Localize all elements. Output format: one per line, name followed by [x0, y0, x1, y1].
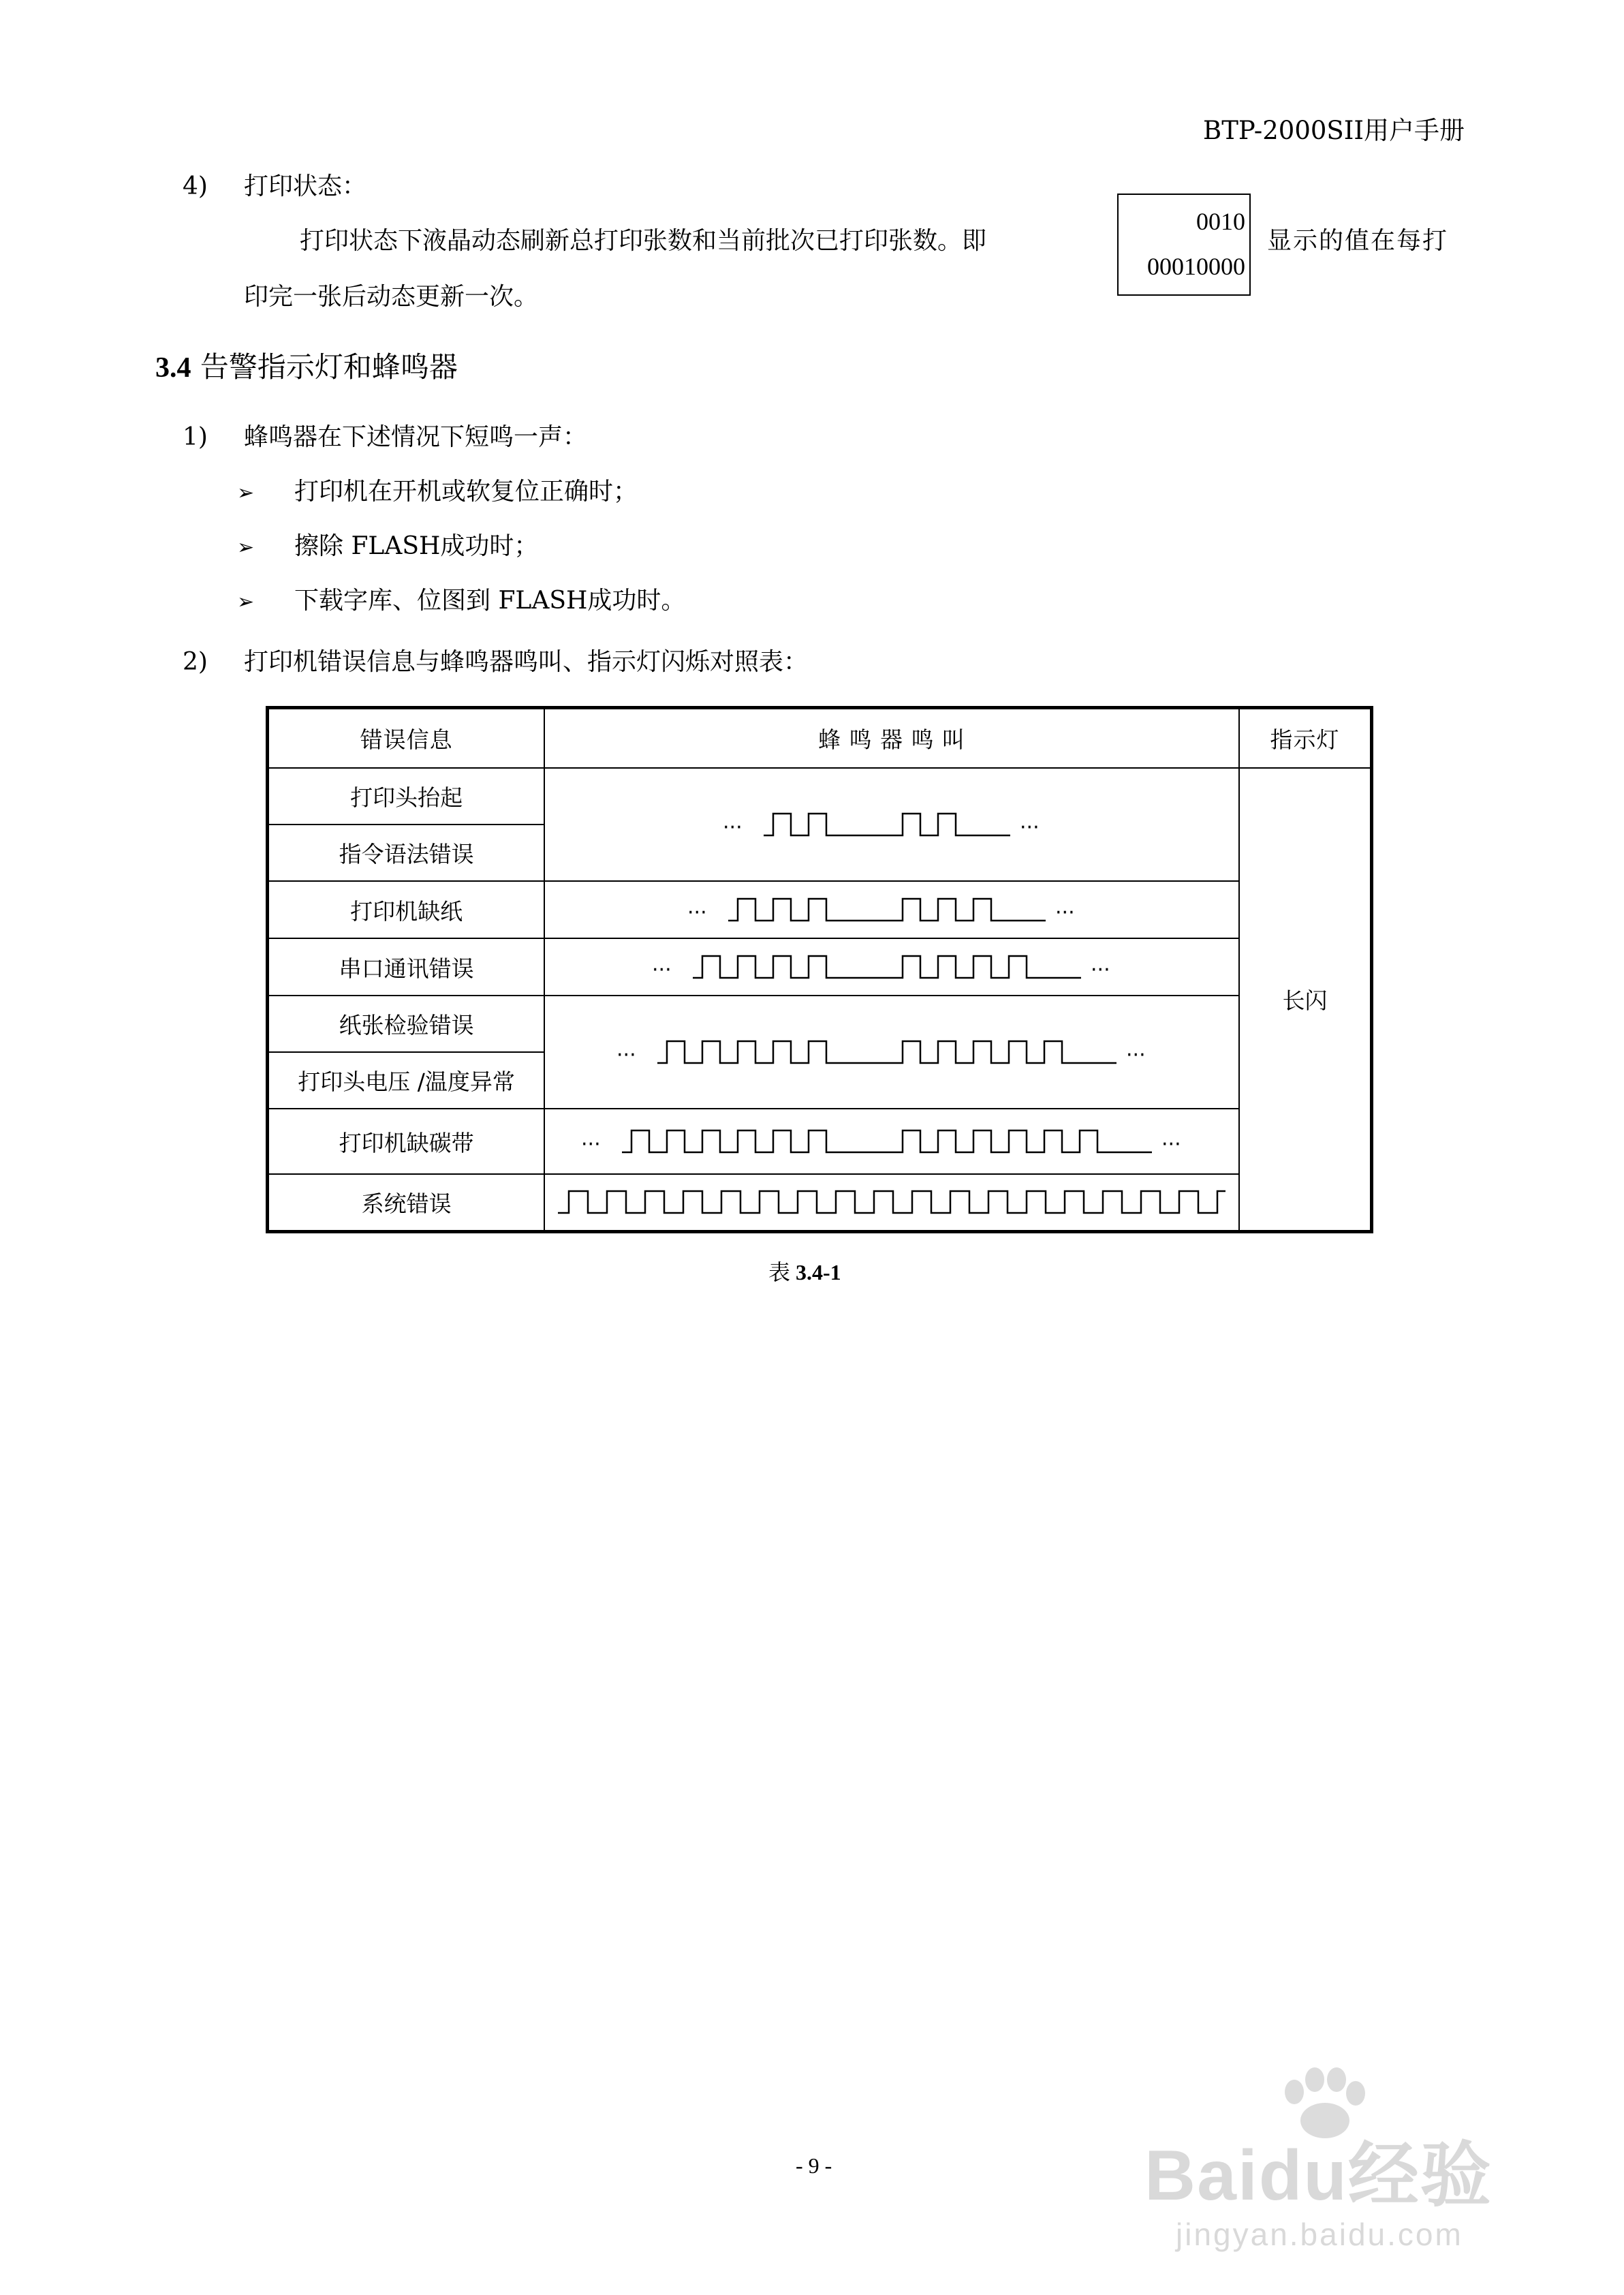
caption-prefix: 表 — [768, 1260, 796, 1284]
error-cell: 打印机缺碳带 — [268, 1109, 545, 1174]
bullet-item: 下载字库、位图到 FLASH成功时。 — [294, 587, 686, 615]
ellipsis-dots: ··· — [1161, 1133, 1181, 1156]
ellipsis-dots: ··· — [1126, 1043, 1146, 1067]
waveform-line — [558, 1191, 1225, 1213]
beep-waveform — [558, 946, 1225, 987]
item4-paragraph-after-box: 显示的值在每打 — [1267, 227, 1449, 255]
item4-number: 4) — [183, 172, 208, 200]
error-cell: 打印头抬起 — [268, 768, 545, 825]
ellipsis-dots: ··· — [1091, 958, 1110, 982]
ellipsis-dots: ··· — [616, 1043, 636, 1067]
lcd-display-line2: 00010000 — [1147, 253, 1245, 280]
table-row — [268, 996, 1372, 1052]
error-cell: 串口通讯错误 — [268, 938, 545, 996]
table-row — [268, 938, 1372, 996]
section-number: 3.4 — [155, 352, 191, 384]
beep-cell — [544, 1109, 1239, 1174]
item4-title: 打印状态： — [244, 172, 367, 200]
table-row — [268, 1109, 1372, 1174]
beep-cell — [544, 938, 1239, 996]
waveform-line — [622, 1130, 1152, 1152]
caption-number: 3.4-1 — [796, 1260, 841, 1284]
beep-waveform — [558, 1121, 1225, 1162]
arrow-bullet-icon: ➢ — [237, 536, 255, 559]
error-cell: 指令语法错误 — [268, 825, 545, 881]
table-caption — [768, 1255, 841, 1287]
indicator-cell: 长闪 — [1239, 768, 1372, 1231]
beep-cell — [544, 768, 1239, 881]
manual-header-title: BTP-2000SII用户手册 — [1203, 116, 1465, 145]
arrow-bullet-icon: ➢ — [237, 590, 255, 614]
ellipsis-dots: ··· — [1020, 816, 1040, 840]
lcd-display-line1: 0010 — [1196, 208, 1245, 235]
beep-waveform — [558, 804, 1225, 845]
item4-paragraph-line2: 印完一张后动态更新一次。 — [244, 283, 539, 311]
section-heading — [155, 345, 458, 386]
list2-number: 2) — [183, 648, 208, 676]
bullet-item: 擦除 FLASH成功时； — [294, 532, 539, 560]
list1-number: 1) — [183, 423, 208, 451]
item4-paragraph-line1: 打印状态下液晶动态刷新总打印张数和当前批次已打印张数。即 — [300, 227, 987, 255]
beep-waveform — [558, 889, 1225, 930]
waveform-line — [728, 899, 1046, 921]
ellipsis-dots: ··· — [687, 901, 707, 925]
table-row — [268, 881, 1372, 938]
header-error-info: 错误信息 — [268, 708, 545, 769]
table-header-row — [268, 708, 1372, 769]
arrow-bullet-icon: ➢ — [237, 481, 255, 505]
header-indicator: 指示灯 — [1239, 708, 1372, 769]
beep-cell — [544, 1174, 1239, 1231]
error-cell: 纸张检验错误 — [268, 996, 545, 1052]
waveform-line — [693, 956, 1081, 978]
list1-text: 蜂鸣器在下述情况下短鸣一声： — [244, 423, 588, 451]
beep-waveform — [558, 1182, 1225, 1222]
error-cell: 打印机缺纸 — [268, 881, 545, 938]
waveform-line — [764, 814, 1010, 835]
watermark-url: jingyan.baidu.com — [1176, 2217, 1463, 2252]
waveform-line — [657, 1041, 1116, 1063]
ellipsis-dots: ··· — [652, 958, 672, 982]
bullet-item: 打印机在开机或软复位正确时； — [294, 478, 638, 506]
ellipsis-dots: ··· — [1055, 901, 1075, 925]
error-cell: 系统错误 — [268, 1174, 545, 1231]
beep-waveform — [558, 1032, 1225, 1073]
lcd-display-box — [1117, 194, 1251, 296]
watermark-logo: Baidu经验 — [1144, 2136, 1493, 2215]
table-row — [268, 1174, 1372, 1231]
beep-cell — [544, 996, 1239, 1109]
ellipsis-dots: ··· — [581, 1133, 601, 1156]
list2-text: 打印机错误信息与蜂鸣器鸣叫、指示灯闪烁对照表： — [244, 648, 809, 676]
table-row — [268, 768, 1372, 825]
error-beep-table — [266, 706, 1373, 1233]
section-title: 告警指示灯和蜂鸣器 — [200, 350, 458, 384]
beep-cell — [544, 881, 1239, 938]
header-beep: 蜂 鸣 器 鸣 叫 — [544, 708, 1239, 769]
error-cell: 打印头电压 /温度异常 — [268, 1052, 545, 1109]
page-number: - 9 - — [796, 2153, 832, 2178]
ellipsis-dots: ··· — [723, 816, 743, 840]
